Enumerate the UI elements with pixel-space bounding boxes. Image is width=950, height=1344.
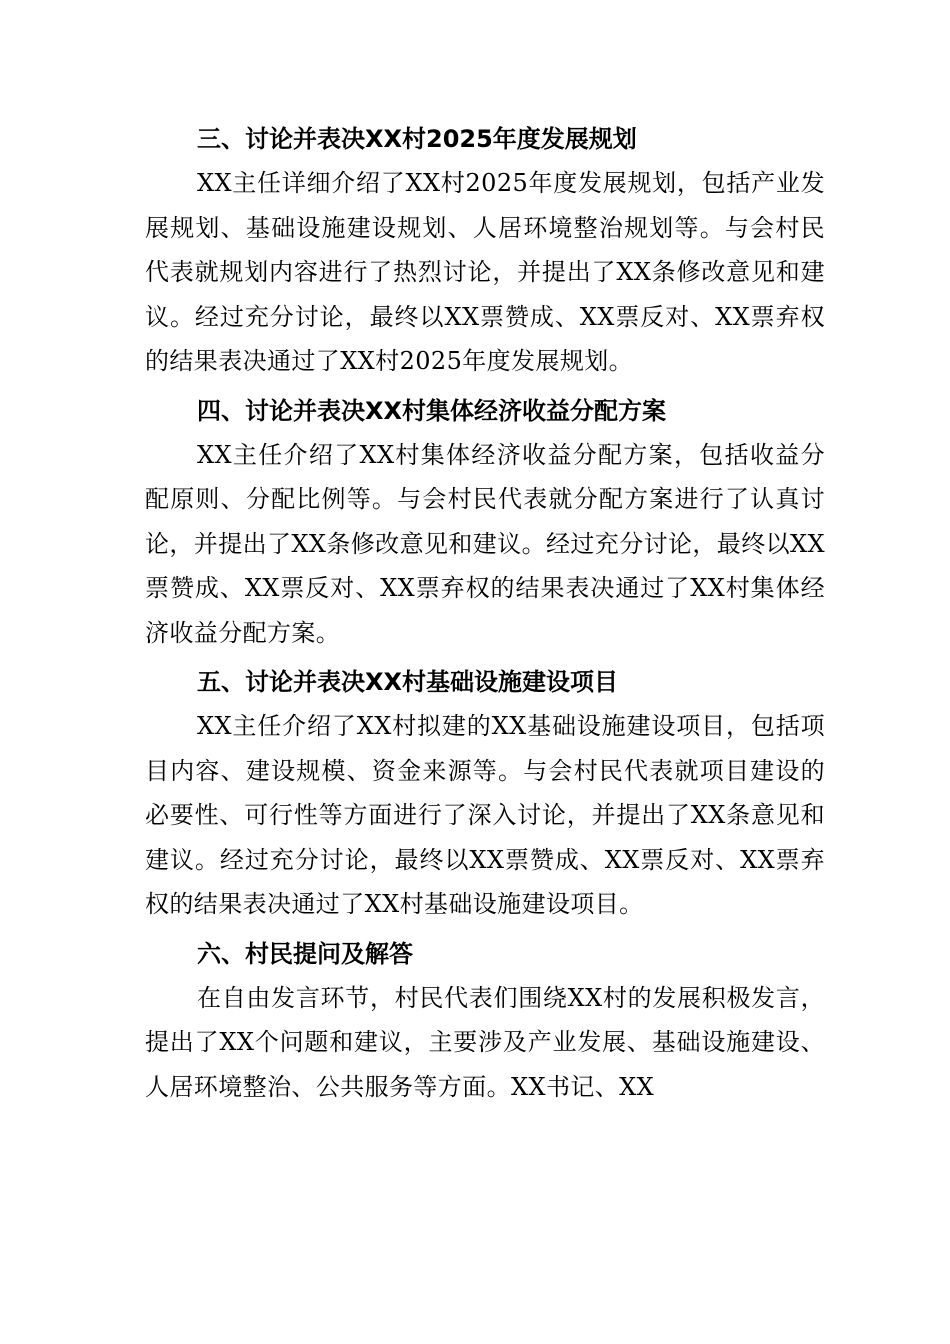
section-paragraph: 在自由发言环节，村民代表们围绕XX村的发展积极发言，提出了XX个问题和建议，主要涉及产业发展、基础设施建设、人居环境整治、公共服务等方面。XX书记、XX: [145, 983, 825, 1101]
section-paragraph: XX主任详细介绍了XX村2025年度发展规划，包括产业发展规划、基础设施建设规划、人居环境整治规划等。与会村民代表就规划内容进行了热烈讨论，并提出了XX条修改意见和建议。经过充分讨论，最终以XX票赞成、XX票反对、XX票弃权的结果表决通过了XX村2025年度发展规划。: [145, 169, 825, 375]
document-page: [145, 117, 825, 1114]
section-heading: 五、讨论并表决XX村基础设施建设项目: [197, 668, 619, 696]
section-paragraph: XX主任介绍了XX村集体经济收益分配方案，包括收益分配原则、分配比例等。与会村民代表就分配方案进行了认真讨论，并提出了XX条修改意见和建议。经过充分讨论，最终以XX票赞成、XX票反对、XX票弃权的结果表决通过了XX村集体经济收益分配方案。: [145, 440, 825, 647]
section-development-plan: [145, 117, 825, 384]
section-paragraph: XX主任介绍了XX村拟建的XX基础设施建设项目，包括项目内容、建设规模、资金来源等。与会村民代表就项目建设的必要性、可行性等方面进行了深入讨论，并提出了XX条意见和建议。经过充分讨论，最终以XX票赞成、XX票反对、XX票弃权的结果表决通过了XX村基础设施建设项目。: [145, 712, 825, 918]
section-heading: 四、讨论并表决XX村集体经济收益分配方案: [197, 396, 667, 425]
section-heading: 六、村民提问及解答: [197, 939, 413, 968]
section-infrastructure-project: [145, 660, 825, 927]
section-villager-questions: [145, 932, 825, 1110]
section-heading: 三、讨论并表决XX村2025年度发展规划: [197, 125, 637, 153]
section-income-distribution: [145, 389, 825, 656]
